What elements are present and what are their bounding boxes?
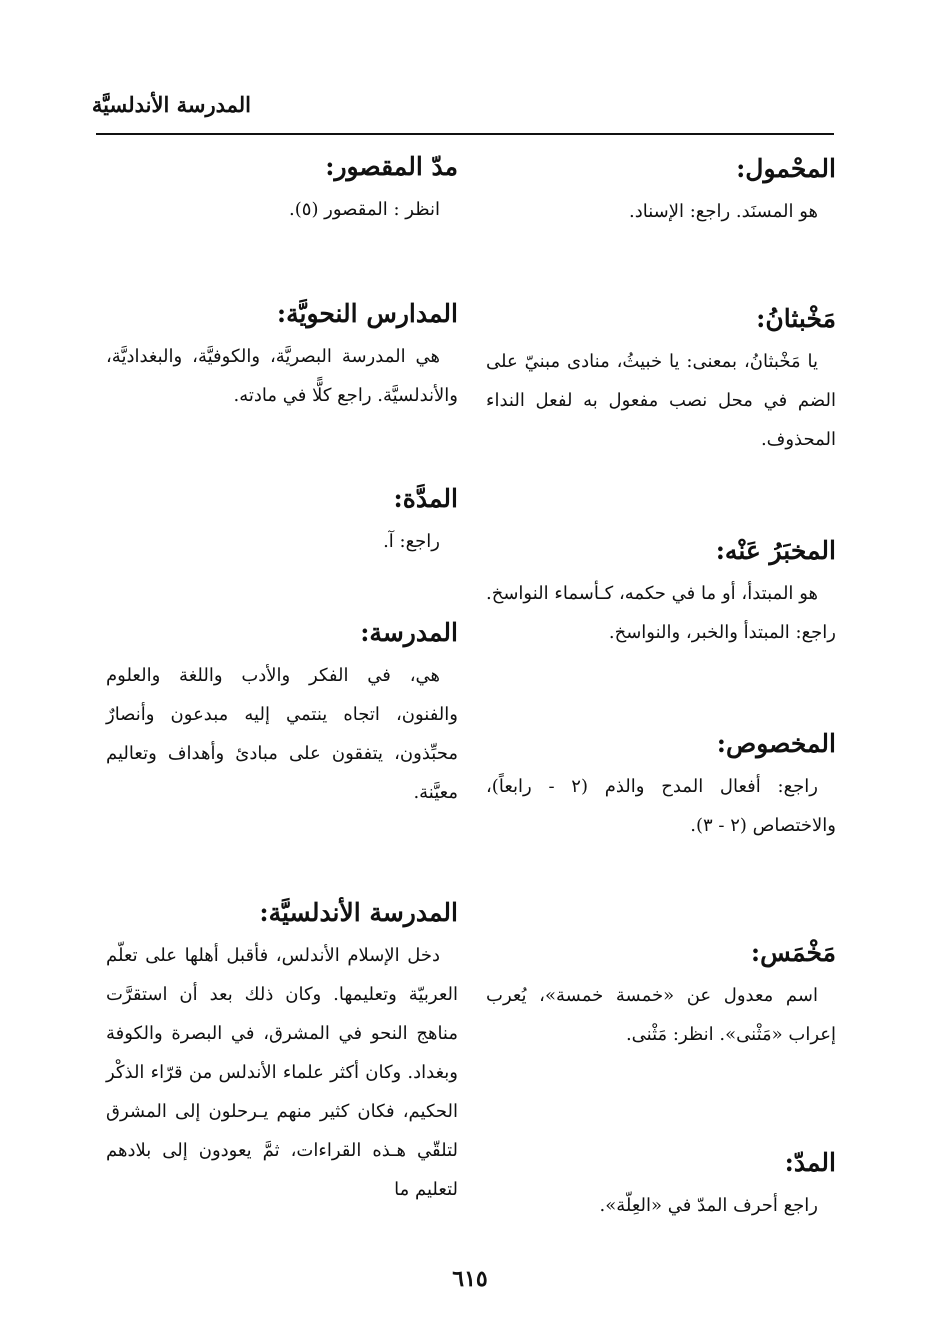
entry-al-madrasa-al-andalusiyya	[106, 894, 458, 1209]
entry-al-madda	[106, 480, 458, 561]
entry-mahmul	[486, 150, 836, 231]
entry-body: هو المسنَد. راجع: الإسناد.	[629, 201, 818, 222]
entry-title: المخصوص:	[716, 729, 836, 758]
entry-body: دخل الإسلام الأندلس، فأقبل أهلها على تعلّم العربيّة وتعليمها. وكان ذلك بعد أن استقرَّت مناهج النحو في المشرق، في البصرة والكوفة وبغداد. وكان أكثر علماء الأندلس من قرّاء الذكْر الحكيم، فكان كثير منهم يـرحلون إلى المشرق لتلقّي هـذه القراءات، ثمَّ يعودون إلى بلادهم لتعليم ما	[106, 945, 458, 1200]
entry-title: المدّ:	[784, 1148, 836, 1177]
entry-title: المخبَرُ عَنْه:	[715, 536, 836, 565]
entry-title: المدرسة الأندلسيَّة:	[259, 898, 458, 927]
entry-body: راجع: أفعال المدح والذم (٢ - رابعاً)، والاختصاص (٢ - ٣).	[486, 776, 836, 836]
entry-title: مدّ المقصور:	[325, 152, 458, 181]
entry-body: انظر : المقصور (٥).	[289, 199, 440, 220]
running-title: المدرسة الأندلسيَّة	[91, 92, 251, 117]
entry-title: المدَّة:	[393, 484, 458, 513]
entry-body: هي المدرسة البصريَّة، والكوفيَّة، والبغداديَّة، والأندلسيَّة. راجع كلًّا في مادته.	[106, 346, 458, 406]
entry-body: اسم معدول عن «خمسة خمسة»، يُعرب إعراب «مَثْنى». انظر: مَثْنى.	[486, 985, 836, 1045]
entry-title: المدارس النحويَّة:	[276, 299, 458, 328]
entry-title: مَخْبثانُ:	[756, 304, 836, 333]
entry-title: المحْمول:	[736, 154, 836, 183]
entry-al-madrasa	[106, 614, 458, 812]
entry-makhsus	[486, 725, 836, 845]
entry-al-madaris	[106, 295, 458, 415]
entry-mukhbar-anhu	[486, 532, 836, 652]
entry-body: هو المبتدأ، أو ما في حكمه، كـأسماء النواسخ. راجع: المبتدأ والخبر، والنواسخ.	[486, 583, 836, 643]
entry-body: هي، في الفكر والأدب واللغة والعلوم والفنون، اتجاه ينتمي إليه مبدعون وأنصارٌ محبِّذون، يتفقون على مبادئ وأهداف وتعاليم معيَّنة.	[106, 665, 458, 803]
entry-title: المدرسة:	[360, 618, 458, 647]
page-number: ٦١٥	[452, 1266, 488, 1292]
entry-makhbathan	[486, 300, 836, 459]
entry-madd-al-maqsur	[106, 148, 458, 229]
entry-body: راجع: آ.	[383, 531, 440, 552]
entry-body: راجع أحرف المدّ في «العِلّة».	[599, 1195, 818, 1216]
entry-makhmas	[486, 934, 836, 1054]
entry-title: مَخْمَس:	[750, 938, 836, 967]
header-rule	[96, 133, 834, 135]
entry-madd	[486, 1144, 836, 1225]
entry-body: يا مَخْبثانُ، بمعنى: يا خبيثُ، منادى مبنيّ على الضم في محل نصب مفعول به لفعل النداء المحذوف.	[486, 351, 836, 450]
